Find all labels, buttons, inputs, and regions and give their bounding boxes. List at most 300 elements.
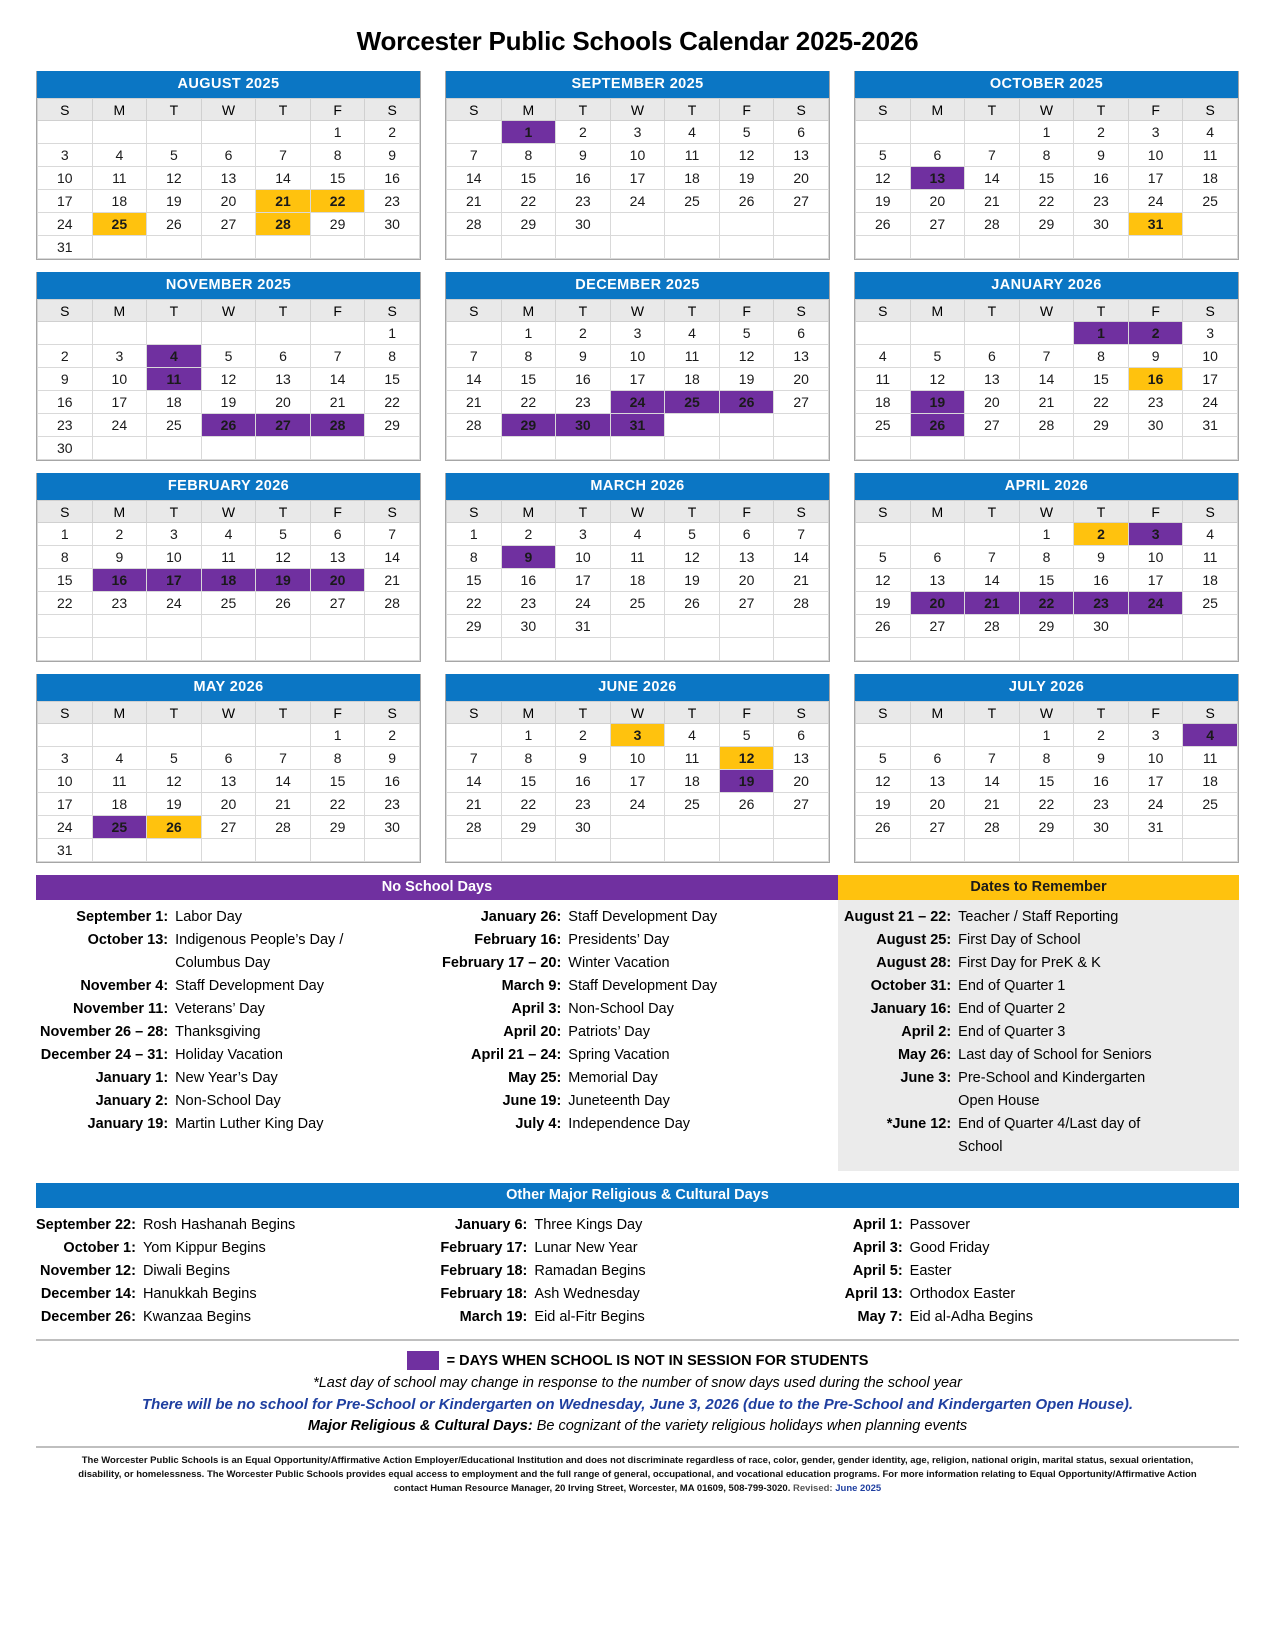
day-cell[interactable]: 4 <box>1183 121 1238 144</box>
day-cell[interactable]: 16 <box>365 167 420 190</box>
day-cell[interactable]: 9 <box>1128 345 1183 368</box>
day-cell[interactable]: 2 <box>1074 724 1129 747</box>
day-cell[interactable]: 18 <box>665 167 720 190</box>
day-cell[interactable]: 6 <box>910 144 965 167</box>
day-cell[interactable]: 11 <box>610 546 665 569</box>
day-cell[interactable]: 1 <box>38 523 93 546</box>
day-cell[interactable]: 25 <box>665 190 720 213</box>
day-cell[interactable]: 28 <box>1019 414 1074 437</box>
day-cell[interactable]: 11 <box>92 770 147 793</box>
day-cell[interactable]: 30 <box>1128 414 1183 437</box>
day-cell[interactable]: 2 <box>501 523 556 546</box>
day-cell[interactable]: 1 <box>1019 724 1074 747</box>
day-cell[interactable]: 12 <box>719 345 774 368</box>
day-cell[interactable]: 15 <box>310 770 365 793</box>
day-cell[interactable]: 8 <box>501 747 556 770</box>
day-cell[interactable]: 25 <box>1183 793 1238 816</box>
day-cell[interactable]: 5 <box>719 322 774 345</box>
day-cell[interactable]: 7 <box>310 345 365 368</box>
day-cell[interactable]: 3 <box>38 747 93 770</box>
day-cell[interactable]: 13 <box>719 546 774 569</box>
day-cell[interactable]: 13 <box>201 167 256 190</box>
day-cell[interactable]: 7 <box>256 144 311 167</box>
day-cell[interactable]: 14 <box>365 546 420 569</box>
day-cell[interactable]: 17 <box>610 167 665 190</box>
day-cell[interactable]: 22 <box>501 793 556 816</box>
day-cell[interactable]: 24 <box>1183 391 1238 414</box>
day-cell[interactable]: 22 <box>310 793 365 816</box>
day-cell[interactable]: 5 <box>910 345 965 368</box>
day-cell[interactable]: 13 <box>965 368 1020 391</box>
day-cell[interactable]: 9 <box>38 368 93 391</box>
day-cell[interactable]: 20 <box>774 770 829 793</box>
day-cell[interactable]: 26 <box>856 615 911 638</box>
day-cell[interactable]: 23 <box>365 190 420 213</box>
day-cell[interactable]: 12 <box>147 770 202 793</box>
day-cell[interactable]: 24 <box>610 190 665 213</box>
day-cell[interactable]: 30 <box>556 213 611 236</box>
day-cell[interactable]: 20 <box>774 167 829 190</box>
day-cell[interactable]: 7 <box>965 747 1020 770</box>
day-cell[interactable]: 16 <box>556 167 611 190</box>
day-cell[interactable]: 28 <box>256 213 311 236</box>
day-cell[interactable]: 28 <box>256 816 311 839</box>
day-cell[interactable]: 15 <box>447 569 502 592</box>
day-cell[interactable]: 25 <box>1183 592 1238 615</box>
day-cell[interactable]: 15 <box>1019 569 1074 592</box>
day-cell[interactable]: 27 <box>256 414 311 437</box>
day-cell[interactable]: 24 <box>1128 592 1183 615</box>
day-cell[interactable]: 24 <box>1128 190 1183 213</box>
day-cell[interactable]: 2 <box>556 322 611 345</box>
day-cell[interactable]: 27 <box>910 615 965 638</box>
day-cell[interactable]: 11 <box>665 747 720 770</box>
day-cell[interactable]: 12 <box>856 167 911 190</box>
day-cell[interactable]: 25 <box>665 793 720 816</box>
day-cell[interactable]: 28 <box>965 816 1020 839</box>
day-cell[interactable]: 9 <box>365 747 420 770</box>
day-cell[interactable]: 3 <box>38 144 93 167</box>
day-cell[interactable]: 4 <box>92 747 147 770</box>
day-cell[interactable]: 9 <box>556 747 611 770</box>
day-cell[interactable]: 17 <box>1183 368 1238 391</box>
day-cell[interactable]: 20 <box>910 592 965 615</box>
day-cell[interactable]: 20 <box>910 793 965 816</box>
day-cell[interactable]: 26 <box>147 816 202 839</box>
day-cell[interactable]: 28 <box>774 592 829 615</box>
day-cell[interactable]: 14 <box>965 770 1020 793</box>
day-cell[interactable]: 27 <box>201 816 256 839</box>
day-cell[interactable]: 1 <box>1074 322 1129 345</box>
day-cell[interactable]: 16 <box>365 770 420 793</box>
day-cell[interactable]: 22 <box>365 391 420 414</box>
day-cell[interactable]: 13 <box>774 345 829 368</box>
day-cell[interactable]: 25 <box>147 414 202 437</box>
day-cell[interactable]: 9 <box>1074 144 1129 167</box>
day-cell[interactable]: 6 <box>910 747 965 770</box>
day-cell[interactable]: 29 <box>1019 615 1074 638</box>
day-cell[interactable]: 12 <box>719 144 774 167</box>
day-cell[interactable]: 8 <box>310 144 365 167</box>
day-cell[interactable]: 2 <box>365 724 420 747</box>
day-cell[interactable]: 3 <box>1128 121 1183 144</box>
day-cell[interactable]: 28 <box>965 213 1020 236</box>
day-cell[interactable]: 26 <box>201 414 256 437</box>
day-cell[interactable]: 15 <box>501 167 556 190</box>
day-cell[interactable]: 2 <box>38 345 93 368</box>
day-cell[interactable]: 6 <box>774 322 829 345</box>
day-cell[interactable]: 6 <box>774 724 829 747</box>
day-cell[interactable]: 14 <box>447 770 502 793</box>
day-cell[interactable]: 27 <box>719 592 774 615</box>
day-cell[interactable]: 3 <box>1183 322 1238 345</box>
day-cell[interactable]: 13 <box>774 144 829 167</box>
day-cell[interactable]: 13 <box>774 747 829 770</box>
day-cell[interactable]: 30 <box>365 213 420 236</box>
day-cell[interactable]: 26 <box>256 592 311 615</box>
day-cell[interactable]: 8 <box>38 546 93 569</box>
day-cell[interactable]: 5 <box>719 724 774 747</box>
day-cell[interactable]: 12 <box>201 368 256 391</box>
day-cell[interactable]: 5 <box>147 747 202 770</box>
day-cell[interactable]: 18 <box>665 368 720 391</box>
day-cell[interactable]: 23 <box>92 592 147 615</box>
day-cell[interactable]: 18 <box>92 190 147 213</box>
day-cell[interactable]: 11 <box>147 368 202 391</box>
day-cell[interactable]: 6 <box>256 345 311 368</box>
day-cell[interactable]: 30 <box>1074 213 1129 236</box>
day-cell[interactable]: 15 <box>38 569 93 592</box>
day-cell[interactable]: 5 <box>719 121 774 144</box>
day-cell[interactable]: 22 <box>38 592 93 615</box>
day-cell[interactable]: 3 <box>610 724 665 747</box>
day-cell[interactable]: 29 <box>1019 816 1074 839</box>
day-cell[interactable]: 20 <box>965 391 1020 414</box>
day-cell[interactable]: 16 <box>556 368 611 391</box>
day-cell[interactable]: 25 <box>610 592 665 615</box>
day-cell[interactable]: 12 <box>665 546 720 569</box>
day-cell[interactable]: 25 <box>665 391 720 414</box>
day-cell[interactable]: 12 <box>910 368 965 391</box>
day-cell[interactable]: 8 <box>310 747 365 770</box>
day-cell[interactable]: 12 <box>147 167 202 190</box>
day-cell[interactable]: 1 <box>501 322 556 345</box>
day-cell[interactable]: 21 <box>256 190 311 213</box>
day-cell[interactable]: 3 <box>610 322 665 345</box>
day-cell[interactable]: 22 <box>310 190 365 213</box>
day-cell[interactable]: 19 <box>201 391 256 414</box>
day-cell[interactable]: 19 <box>719 167 774 190</box>
day-cell[interactable]: 8 <box>501 144 556 167</box>
day-cell[interactable]: 7 <box>447 345 502 368</box>
day-cell[interactable]: 1 <box>501 121 556 144</box>
day-cell[interactable]: 13 <box>910 569 965 592</box>
day-cell[interactable]: 10 <box>1128 546 1183 569</box>
day-cell[interactable]: 22 <box>1074 391 1129 414</box>
day-cell[interactable]: 1 <box>310 121 365 144</box>
day-cell[interactable]: 11 <box>665 144 720 167</box>
day-cell[interactable]: 23 <box>556 190 611 213</box>
day-cell[interactable]: 29 <box>501 816 556 839</box>
day-cell[interactable]: 14 <box>774 546 829 569</box>
day-cell[interactable]: 29 <box>501 213 556 236</box>
day-cell[interactable]: 15 <box>1019 167 1074 190</box>
day-cell[interactable]: 28 <box>447 213 502 236</box>
day-cell[interactable]: 29 <box>447 615 502 638</box>
day-cell[interactable]: 21 <box>256 793 311 816</box>
day-cell[interactable]: 9 <box>1074 747 1129 770</box>
day-cell[interactable]: 22 <box>501 190 556 213</box>
day-cell[interactable]: 7 <box>256 747 311 770</box>
day-cell[interactable]: 5 <box>201 345 256 368</box>
day-cell[interactable]: 10 <box>1128 144 1183 167</box>
day-cell[interactable]: 11 <box>1183 144 1238 167</box>
day-cell[interactable]: 27 <box>201 213 256 236</box>
day-cell[interactable]: 21 <box>965 793 1020 816</box>
day-cell[interactable]: 19 <box>910 391 965 414</box>
day-cell[interactable]: 14 <box>256 770 311 793</box>
day-cell[interactable]: 30 <box>501 615 556 638</box>
day-cell[interactable]: 20 <box>310 569 365 592</box>
day-cell[interactable]: 1 <box>310 724 365 747</box>
day-cell[interactable]: 17 <box>610 770 665 793</box>
day-cell[interactable]: 3 <box>92 345 147 368</box>
day-cell[interactable]: 16 <box>501 569 556 592</box>
day-cell[interactable]: 16 <box>92 569 147 592</box>
day-cell[interactable]: 6 <box>310 523 365 546</box>
day-cell[interactable]: 2 <box>92 523 147 546</box>
day-cell[interactable]: 7 <box>965 144 1020 167</box>
day-cell[interactable]: 12 <box>719 747 774 770</box>
day-cell[interactable]: 1 <box>501 724 556 747</box>
day-cell[interactable]: 14 <box>447 368 502 391</box>
day-cell[interactable]: 21 <box>1019 391 1074 414</box>
day-cell[interactable]: 17 <box>147 569 202 592</box>
day-cell[interactable]: 13 <box>256 368 311 391</box>
day-cell[interactable]: 19 <box>256 569 311 592</box>
day-cell[interactable]: 27 <box>774 793 829 816</box>
day-cell[interactable]: 5 <box>856 747 911 770</box>
day-cell[interactable]: 6 <box>719 523 774 546</box>
day-cell[interactable]: 31 <box>610 414 665 437</box>
day-cell[interactable]: 31 <box>1128 816 1183 839</box>
day-cell[interactable]: 18 <box>1183 569 1238 592</box>
day-cell[interactable]: 24 <box>147 592 202 615</box>
day-cell[interactable]: 6 <box>201 747 256 770</box>
day-cell[interactable]: 3 <box>1128 523 1183 546</box>
day-cell[interactable]: 16 <box>1074 569 1129 592</box>
day-cell[interactable]: 26 <box>719 190 774 213</box>
day-cell[interactable]: 31 <box>38 236 93 259</box>
day-cell[interactable]: 31 <box>38 839 93 862</box>
day-cell[interactable]: 27 <box>910 213 965 236</box>
day-cell[interactable]: 21 <box>447 793 502 816</box>
day-cell[interactable]: 2 <box>556 121 611 144</box>
day-cell[interactable]: 10 <box>92 368 147 391</box>
day-cell[interactable]: 7 <box>774 523 829 546</box>
day-cell[interactable]: 28 <box>965 615 1020 638</box>
day-cell[interactable]: 21 <box>447 190 502 213</box>
day-cell[interactable]: 9 <box>92 546 147 569</box>
day-cell[interactable]: 9 <box>556 144 611 167</box>
day-cell[interactable]: 24 <box>92 414 147 437</box>
day-cell[interactable]: 19 <box>719 368 774 391</box>
day-cell[interactable]: 10 <box>610 144 665 167</box>
day-cell[interactable]: 23 <box>1074 592 1129 615</box>
day-cell[interactable]: 6 <box>201 144 256 167</box>
day-cell[interactable]: 16 <box>1074 167 1129 190</box>
day-cell[interactable]: 13 <box>310 546 365 569</box>
day-cell[interactable]: 12 <box>256 546 311 569</box>
day-cell[interactable]: 15 <box>501 368 556 391</box>
day-cell[interactable]: 26 <box>665 592 720 615</box>
day-cell[interactable]: 17 <box>610 368 665 391</box>
day-cell[interactable]: 16 <box>556 770 611 793</box>
day-cell[interactable]: 28 <box>310 414 365 437</box>
day-cell[interactable]: 12 <box>856 569 911 592</box>
day-cell[interactable]: 10 <box>1183 345 1238 368</box>
day-cell[interactable]: 27 <box>774 190 829 213</box>
day-cell[interactable]: 7 <box>447 747 502 770</box>
day-cell[interactable]: 19 <box>665 569 720 592</box>
day-cell[interactable]: 21 <box>965 190 1020 213</box>
day-cell[interactable]: 27 <box>774 391 829 414</box>
day-cell[interactable]: 1 <box>1019 523 1074 546</box>
day-cell[interactable]: 29 <box>365 414 420 437</box>
day-cell[interactable]: 16 <box>38 391 93 414</box>
day-cell[interactable]: 25 <box>92 816 147 839</box>
day-cell[interactable]: 14 <box>965 167 1020 190</box>
day-cell[interactable]: 8 <box>501 345 556 368</box>
day-cell[interactable]: 11 <box>856 368 911 391</box>
day-cell[interactable]: 6 <box>965 345 1020 368</box>
day-cell[interactable]: 7 <box>965 546 1020 569</box>
day-cell[interactable]: 1 <box>365 322 420 345</box>
day-cell[interactable]: 2 <box>365 121 420 144</box>
day-cell[interactable]: 26 <box>856 816 911 839</box>
day-cell[interactable]: 20 <box>774 368 829 391</box>
day-cell[interactable]: 21 <box>774 569 829 592</box>
day-cell[interactable]: 20 <box>256 391 311 414</box>
day-cell[interactable]: 17 <box>1128 770 1183 793</box>
day-cell[interactable]: 18 <box>147 391 202 414</box>
day-cell[interactable]: 3 <box>147 523 202 546</box>
day-cell[interactable]: 9 <box>501 546 556 569</box>
day-cell[interactable]: 6 <box>910 546 965 569</box>
day-cell[interactable]: 4 <box>665 121 720 144</box>
day-cell[interactable]: 30 <box>38 437 93 460</box>
day-cell[interactable]: 30 <box>556 414 611 437</box>
day-cell[interactable]: 3 <box>556 523 611 546</box>
day-cell[interactable]: 18 <box>92 793 147 816</box>
day-cell[interactable]: 23 <box>38 414 93 437</box>
day-cell[interactable]: 8 <box>447 546 502 569</box>
day-cell[interactable]: 3 <box>1128 724 1183 747</box>
day-cell[interactable]: 14 <box>256 167 311 190</box>
day-cell[interactable]: 27 <box>965 414 1020 437</box>
day-cell[interactable]: 17 <box>38 190 93 213</box>
day-cell[interactable]: 25 <box>201 592 256 615</box>
day-cell[interactable]: 10 <box>1128 747 1183 770</box>
day-cell[interactable]: 9 <box>1074 546 1129 569</box>
day-cell[interactable]: 2 <box>556 724 611 747</box>
day-cell[interactable]: 13 <box>910 770 965 793</box>
day-cell[interactable]: 5 <box>856 144 911 167</box>
day-cell[interactable]: 10 <box>610 747 665 770</box>
day-cell[interactable]: 18 <box>665 770 720 793</box>
day-cell[interactable]: 7 <box>447 144 502 167</box>
day-cell[interactable]: 3 <box>610 121 665 144</box>
day-cell[interactable]: 5 <box>665 523 720 546</box>
day-cell[interactable]: 14 <box>965 569 1020 592</box>
day-cell[interactable]: 24 <box>556 592 611 615</box>
day-cell[interactable]: 19 <box>856 592 911 615</box>
day-cell[interactable]: 18 <box>1183 770 1238 793</box>
day-cell[interactable]: 23 <box>1128 391 1183 414</box>
day-cell[interactable]: 11 <box>92 167 147 190</box>
day-cell[interactable]: 4 <box>92 144 147 167</box>
day-cell[interactable]: 4 <box>665 724 720 747</box>
day-cell[interactable]: 22 <box>1019 592 1074 615</box>
day-cell[interactable]: 17 <box>1128 167 1183 190</box>
day-cell[interactable]: 11 <box>665 345 720 368</box>
day-cell[interactable]: 10 <box>556 546 611 569</box>
day-cell[interactable]: 30 <box>1074 816 1129 839</box>
day-cell[interactable]: 5 <box>856 546 911 569</box>
day-cell[interactable]: 4 <box>147 345 202 368</box>
day-cell[interactable]: 26 <box>147 213 202 236</box>
day-cell[interactable]: 2 <box>1074 523 1129 546</box>
day-cell[interactable]: 31 <box>1183 414 1238 437</box>
day-cell[interactable]: 17 <box>1128 569 1183 592</box>
day-cell[interactable]: 29 <box>310 816 365 839</box>
day-cell[interactable]: 14 <box>447 167 502 190</box>
day-cell[interactable]: 26 <box>719 391 774 414</box>
day-cell[interactable]: 18 <box>610 569 665 592</box>
day-cell[interactable]: 24 <box>38 816 93 839</box>
day-cell[interactable]: 8 <box>365 345 420 368</box>
day-cell[interactable]: 21 <box>365 569 420 592</box>
day-cell[interactable]: 30 <box>556 816 611 839</box>
day-cell[interactable]: 4 <box>856 345 911 368</box>
day-cell[interactable]: 23 <box>556 391 611 414</box>
day-cell[interactable]: 20 <box>201 793 256 816</box>
day-cell[interactable]: 18 <box>201 569 256 592</box>
day-cell[interactable]: 2 <box>1128 322 1183 345</box>
day-cell[interactable]: 20 <box>201 190 256 213</box>
day-cell[interactable]: 17 <box>92 391 147 414</box>
day-cell[interactable]: 29 <box>501 414 556 437</box>
day-cell[interactable]: 25 <box>1183 190 1238 213</box>
day-cell[interactable]: 19 <box>719 770 774 793</box>
day-cell[interactable]: 4 <box>201 523 256 546</box>
day-cell[interactable]: 5 <box>147 144 202 167</box>
day-cell[interactable]: 10 <box>147 546 202 569</box>
day-cell[interactable]: 16 <box>1128 368 1183 391</box>
day-cell[interactable]: 23 <box>1074 793 1129 816</box>
day-cell[interactable]: 12 <box>856 770 911 793</box>
day-cell[interactable]: 6 <box>774 121 829 144</box>
day-cell[interactable]: 21 <box>310 391 365 414</box>
day-cell[interactable]: 28 <box>365 592 420 615</box>
day-cell[interactable]: 19 <box>147 190 202 213</box>
day-cell[interactable]: 27 <box>310 592 365 615</box>
day-cell[interactable]: 14 <box>1019 368 1074 391</box>
day-cell[interactable]: 18 <box>856 391 911 414</box>
day-cell[interactable]: 18 <box>1183 167 1238 190</box>
day-cell[interactable]: 19 <box>147 793 202 816</box>
day-cell[interactable]: 4 <box>665 322 720 345</box>
